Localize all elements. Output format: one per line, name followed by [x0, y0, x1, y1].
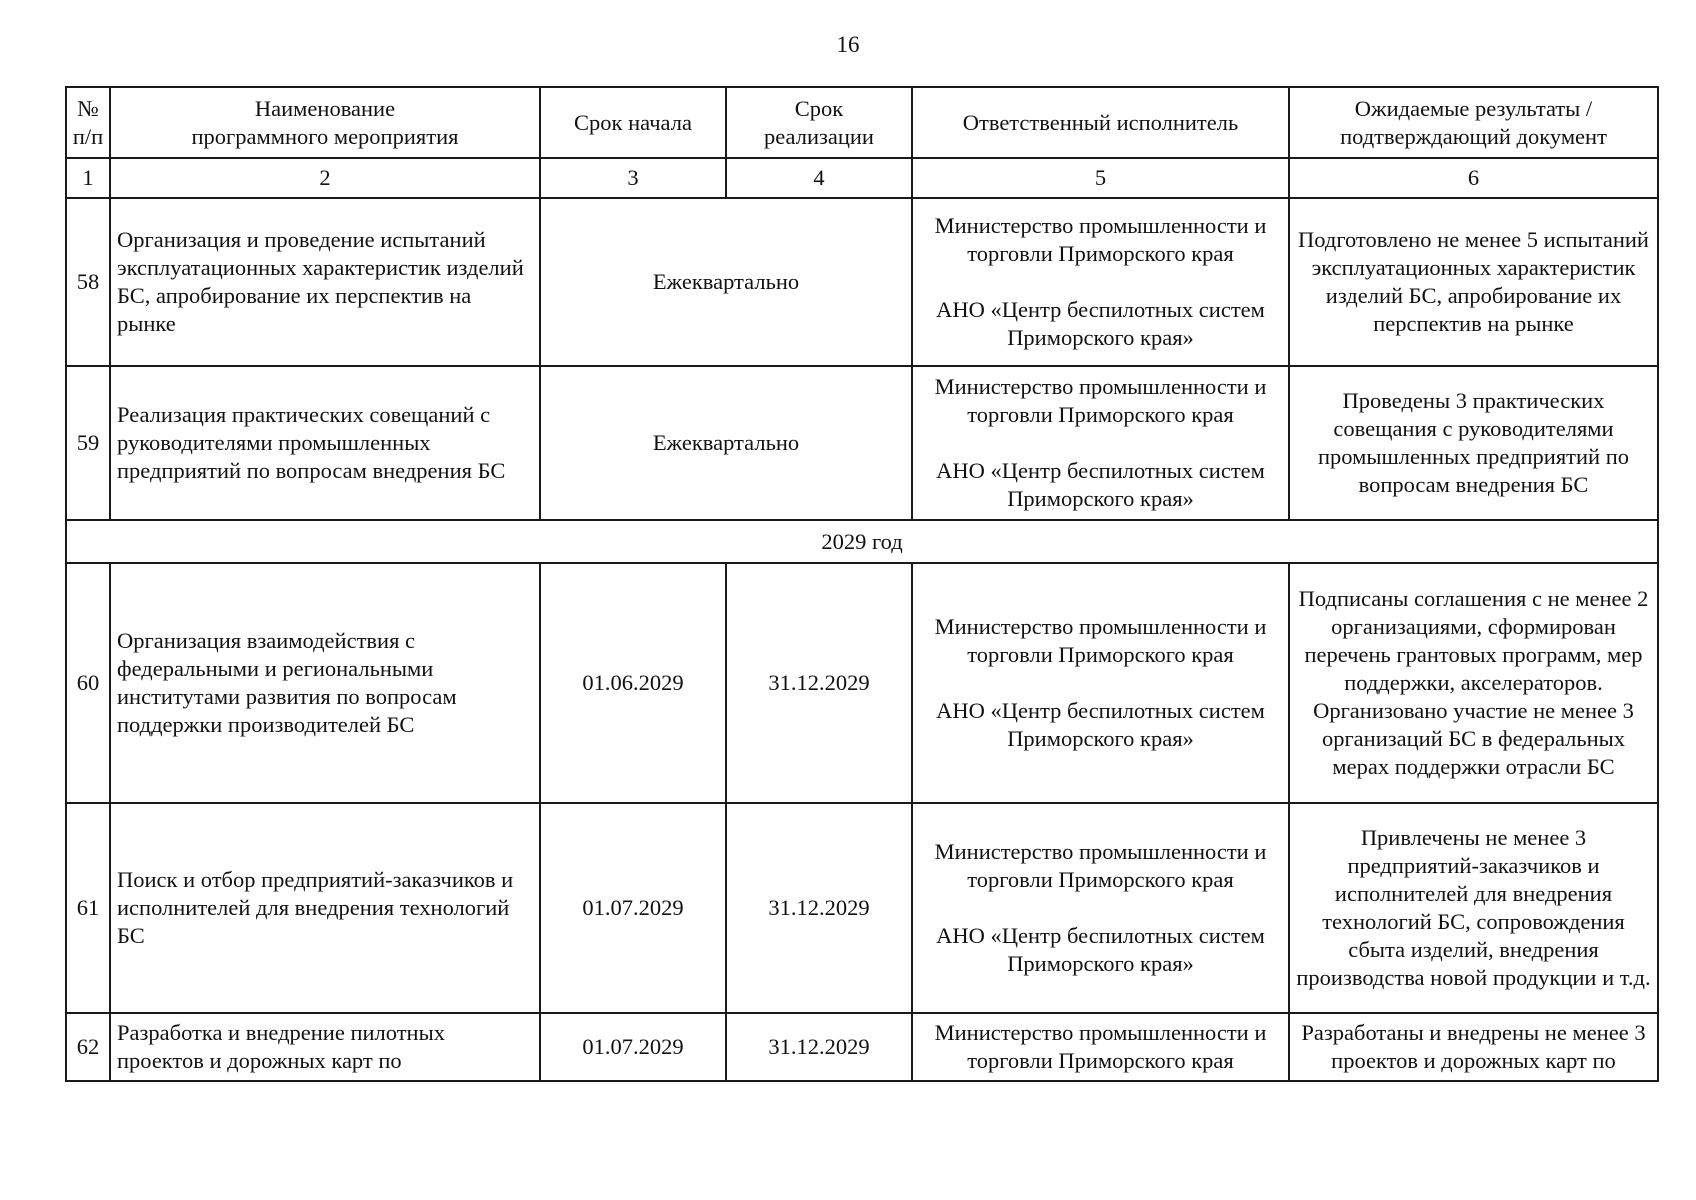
start-date: 01.06.2029: [540, 563, 726, 803]
activity-name: Реализация практических совещаний с руководителями промышленных предприятий по вопросам внедрения БС: [110, 366, 540, 520]
start-date: 01.07.2029: [540, 1013, 726, 1081]
table-row: [66, 1013, 1658, 1081]
header-results: [1289, 87, 1658, 158]
row-number: 59: [66, 366, 110, 520]
executor: [912, 366, 1289, 520]
end-date: 31.12.2029: [726, 1013, 912, 1081]
expected-result: Подписаны соглашения с не менее 2 организациями, сформирован перечень грантовых программ, мер поддержки, акселераторов. Организовано участие не менее 3 организаций БС в федеральных мерах поддержки отрасли БС: [1289, 563, 1658, 803]
header-period-line1: Срок: [794, 95, 844, 121]
expected-result: Проведены 3 практических совещания с руководителями промышленных предприятий по вопросам внедрения БС: [1289, 366, 1658, 520]
schedule: Ежеквартально: [540, 198, 912, 366]
executor-ministry: Министерство промышленности и торговли Приморского края: [934, 1020, 1267, 1073]
table-row: [66, 563, 1658, 803]
year-section-row: [66, 520, 1658, 563]
executor: [912, 803, 1289, 1013]
header-activity-name-line2: программного мероприятия: [191, 123, 459, 149]
table-row: [66, 198, 1658, 366]
executor: [912, 198, 1289, 366]
table-row: [66, 366, 1658, 520]
header-start-date: Срок начала: [540, 87, 726, 158]
executor-ano: АНО «Центр беспилотных систем Приморского края»: [936, 923, 1265, 976]
header-period-line2: реализации: [764, 123, 874, 149]
row-number: 61: [66, 803, 110, 1013]
activity-name: Организация и проведение испытаний эксплуатационных характеристик изделий БС, апробирование их перспектив на рынке: [110, 198, 540, 366]
header-activity-name-line1: Наименование: [254, 95, 396, 121]
executor-ano: АНО «Центр беспилотных систем Приморского края»: [936, 698, 1265, 751]
expected-result: Разработаны и внедрены не менее 3 проектов и дорожных карт по: [1289, 1013, 1658, 1081]
schedule: Ежеквартально: [540, 366, 912, 520]
column-number-row: [66, 158, 1658, 198]
expected-result: Подготовлено не менее 5 испытаний эксплуатационных характеристик изделий БС, апробирование их перспектив на рынке: [1289, 198, 1658, 366]
header-results-line2: подтверждающий документ: [1340, 123, 1607, 149]
table-row: [66, 803, 1658, 1013]
row-number: 62: [66, 1013, 110, 1081]
column-number: 3: [540, 158, 726, 198]
header-number: № п/п: [66, 87, 110, 158]
executor: [912, 563, 1289, 803]
header-results-line1: Ожидаемые результаты /: [1354, 95, 1593, 121]
column-number: 2: [110, 158, 540, 198]
activity-name: Разработка и внедрение пилотных проектов и дорожных карт по: [110, 1013, 540, 1081]
year-section-label: 2029 год: [66, 520, 1658, 563]
column-number: 6: [1289, 158, 1658, 198]
executor: [912, 1013, 1289, 1081]
activity-name: Поиск и отбор предприятий-заказчиков и исполнителей для внедрения технологий БС: [110, 803, 540, 1013]
header-executor: Ответственный исполнитель: [912, 87, 1289, 158]
start-date: 01.07.2029: [540, 803, 726, 1013]
end-date: 31.12.2029: [726, 803, 912, 1013]
row-number: 60: [66, 563, 110, 803]
page-number: 16: [836, 32, 860, 57]
executor-ano: АНО «Центр беспилотных систем Приморского края»: [936, 297, 1265, 350]
column-number: 4: [726, 158, 912, 198]
table-header-row: [66, 87, 1658, 158]
program-activities-table: [65, 86, 1659, 1082]
activity-name: Организация взаимодействия с федеральными и региональными институтами развития по вопросам поддержки производителей БС: [110, 563, 540, 803]
column-number: 1: [66, 158, 110, 198]
executor-ano: АНО «Центр беспилотных систем Приморского края»: [936, 458, 1265, 511]
executor-ministry: Министерство промышленности и торговли Приморского края: [934, 374, 1267, 427]
executor-ministry: Министерство промышленности и торговли Приморского края: [934, 213, 1267, 266]
header-activity-name: [110, 87, 540, 158]
end-date: 31.12.2029: [726, 563, 912, 803]
expected-result: Привлечены не менее 3 предприятий-заказчиков и исполнителей для внедрения технологий БС, сопровождения сбыта изделий, внедрения производства новой продукции и т.д.: [1289, 803, 1658, 1013]
column-number: 5: [912, 158, 1289, 198]
executor-ministry: Министерство промышленности и торговли Приморского края: [934, 614, 1267, 667]
header-period: [726, 87, 912, 158]
executor-ministry: Министерство промышленности и торговли Приморского края: [934, 839, 1267, 892]
row-number: 58: [66, 198, 110, 366]
